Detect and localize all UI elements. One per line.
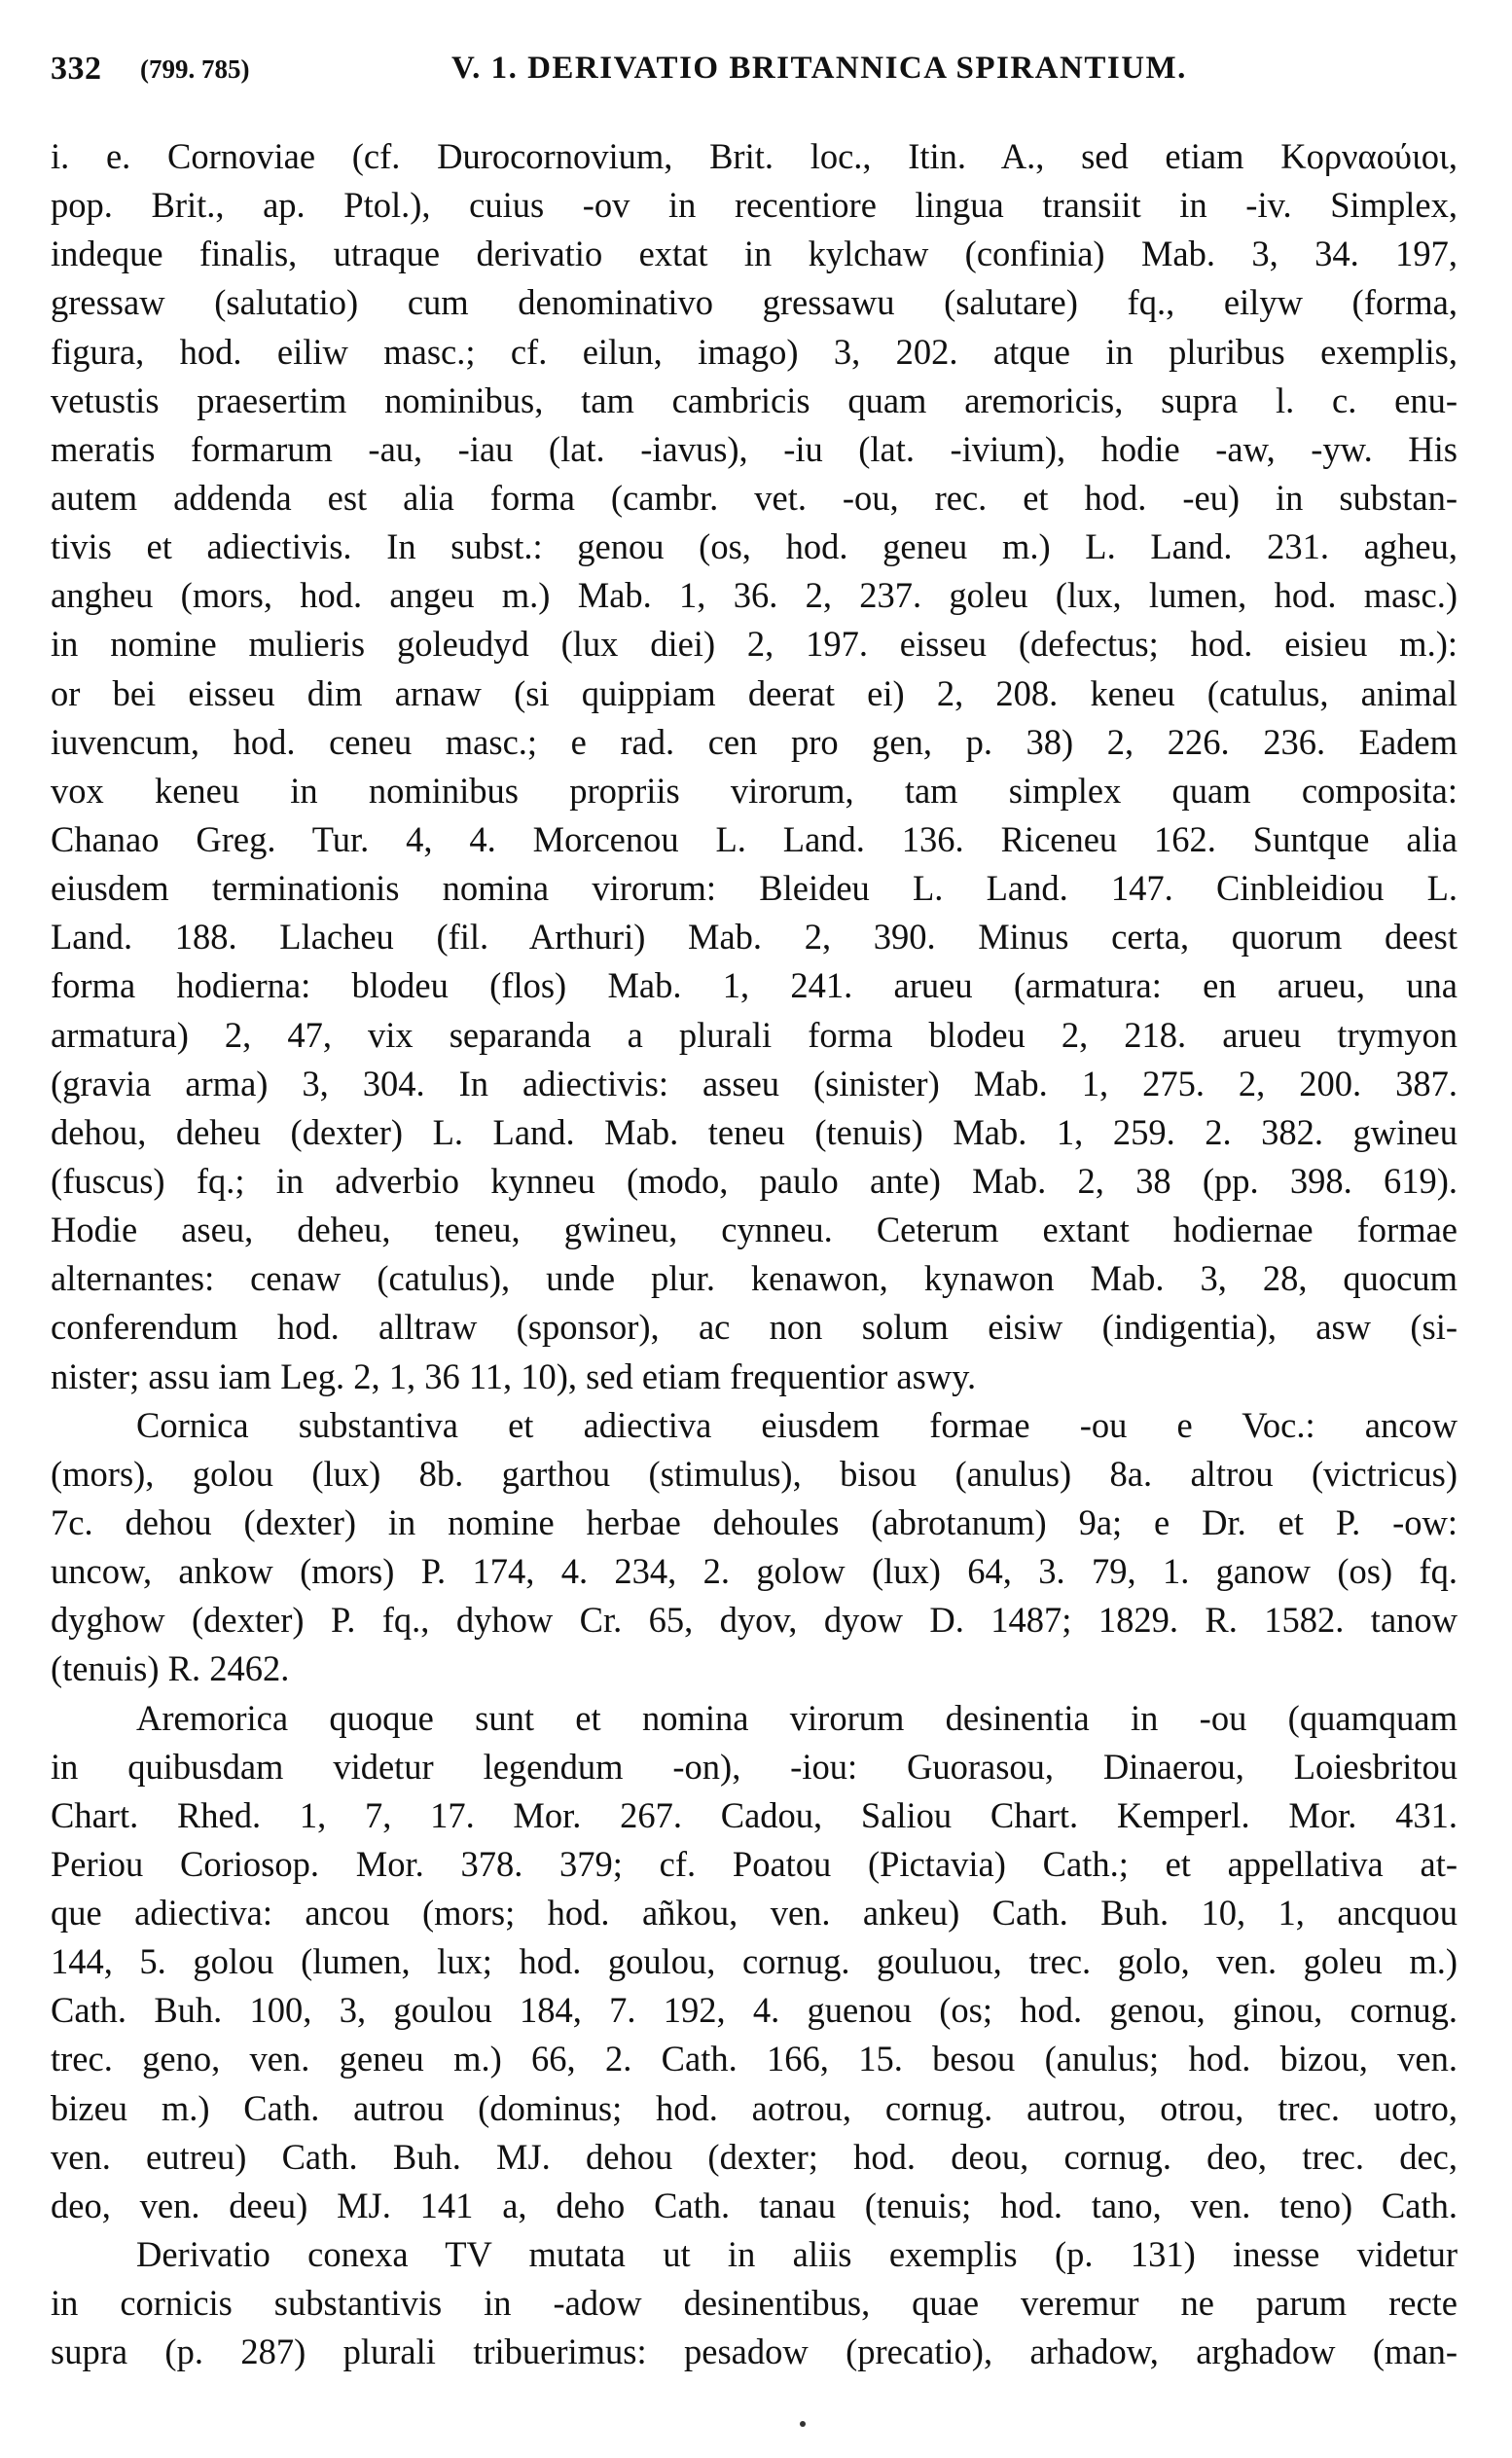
text-line: uncow, ankow (mors) P. 174, 4. 234, 2. golow (lux) 64, 3. 79, 1. ganow (os) fq. bbox=[51, 1551, 1458, 1592]
text-line: autem addenda est alia forma (cambr. vet. -ou, rec. et hod. -eu) in substan- bbox=[51, 477, 1458, 518]
text-line: alternantes: cenaw (catulus), unde plur. kenawon, kynawon Mab. 3, 28, quocum bbox=[51, 1258, 1458, 1299]
text-line: vox keneu in nominibus propriis virorum, tam simplex quam composita: bbox=[51, 770, 1458, 811]
text-line: eiusdem terminationis nomina virorum: Bleideu L. Land. 147. Cinbleidiou L. bbox=[51, 868, 1458, 909]
text-line: ven. eutreu) Cath. Buh. MJ. dehou (dexter; hod. deou, cornug. deo, trec. dec, bbox=[51, 2136, 1458, 2177]
text-line: trec. geno, ven. geneu m.) 66, 2. Cath. 166, 15. besou (anulus; hod. bizou, ven. bbox=[51, 2039, 1458, 2079]
text-line: supra (p. 287) plurali tribuerimus: pesadow (precatio), arhadow, arghadow (man- bbox=[51, 2331, 1458, 2372]
text-line: Chart. Rhed. 1, 7, 17. Mor. 267. Cadou, Saliou Chart. Kemperl. Mor. 431. bbox=[51, 1794, 1458, 1835]
text-line: gressaw (salutatio) cum denominativo gressawu (salutare) fq., eilyw (forma, bbox=[51, 282, 1458, 323]
text-line: in quibusdam videtur legendum -on), -iou: Guorasou, Dinaerou, Loiesbritou bbox=[51, 1746, 1458, 1787]
page-number: 332 bbox=[51, 51, 102, 87]
text-line: vetustis praesertim nominibus, tam cambricis quam aremoricis, supra l. c. enu- bbox=[51, 380, 1458, 420]
running-header bbox=[51, 51, 1461, 90]
text-line: (tenuis) R. 2462. bbox=[51, 1648, 290, 1689]
text-line: pop. Brit., ap. Ptol.), cuius -ov in recentiore lingua transiit in -iv. Simplex, bbox=[51, 185, 1458, 226]
text-line: Hodie aseu, deheu, teneu, gwineu, cynneu. Ceterum extant hodiernae formae bbox=[51, 1210, 1458, 1250]
text-line: dyghow (dexter) P. fq., dyhow Cr. 65, dyov, dyow D. 1487; 1829. R. 1582. tanow bbox=[51, 1600, 1458, 1641]
text-line: 7c. dehou (dexter) in nomine herbae dehoules (abrotanum) 9a; e Dr. et P. -ow: bbox=[51, 1501, 1458, 1542]
text-line: i. e. Cornoviae (cf. Durocornovium, Brit. loc., Itin. A., sed etiam Κορναούιοι, bbox=[51, 136, 1458, 176]
text-line: in nomine mulieris goleudyd (lux diei) 2, 197. eisseu (defectus; hod. eisieu m.): bbox=[51, 624, 1458, 665]
text-line: meratis formarum -au, -iau (lat. -iavus), -iu (lat. -ivium), hodie -aw, -yw. His bbox=[51, 428, 1458, 469]
text-line: 144, 5. golou (lumen, lux; hod. goulou, cornug. gouluou, trec. golo, ven. goleu m.) bbox=[51, 1941, 1458, 1982]
text-line: Cath. Buh. 100, 3, goulou 184, 7. 192, 4. guenou (os; hod. genou, ginou, cornug. bbox=[51, 1990, 1458, 2031]
text-line: armatura) 2, 47, vix separanda a plurali forma blodeu 2, 218. arueu trymyon bbox=[51, 1014, 1458, 1055]
text-line: angheu (mors, hod. angeu m.) Mab. 1, 36. 2, 237. goleu (lux, lumen, hod. masc.) bbox=[51, 575, 1458, 616]
paragraph-start-line: Cornica substantiva et adiectiva eiusdem formae -ou e Voc.: ancow bbox=[136, 1404, 1458, 1445]
text-line: (mors), golou (lux) 8b. garthou (stimulus), bisou (anulus) 8a. altrou (victricus) bbox=[51, 1453, 1458, 1494]
text-line: iuvencum, hod. ceneu masc.; e rad. cen pro gen, p. 38) 2, 226. 236. Eadem bbox=[51, 721, 1458, 762]
text-line: or bei eisseu dim arnaw (si quippiam deerat ei) 2, 208. keneu (catulus, animal bbox=[51, 672, 1458, 713]
text-line: deo, ven. deeu) MJ. 141 a, deho Cath. tanau (tenuis; hod. tano, ven. teno) Cath. bbox=[51, 2185, 1458, 2225]
text-line: Periou Coriosop. Mor. 378. 379; cf. Poatou (Pictavia) Cath.; et appellativa at- bbox=[51, 1843, 1458, 1884]
text-line: tivis et adiectivis. In subst.: genou (os, hod. geneu m.) L. Land. 231. agheu, bbox=[51, 526, 1458, 567]
text-line: indeque finalis, utraque derivatio extat in kylchaw (confinia) Mab. 3, 34. 197, bbox=[51, 234, 1458, 274]
text-line: in cornicis substantivis in -adow desinentibus, quae veremur ne parum recte bbox=[51, 2283, 1458, 2324]
text-body bbox=[51, 132, 1458, 2376]
text-line: (fuscus) fq.; in adverbio kynneu (modo, paulo ante) Mab. 2, 38 (pp. 398. 619). bbox=[51, 1160, 1458, 1201]
text-line: Land. 188. Llacheu (fil. Arthuri) Mab. 2, 390. Minus certa, quorum deest bbox=[51, 917, 1458, 958]
running-title: V. 1. DERIVATIO BRITANNICA SPIRANTIUM. bbox=[451, 51, 1187, 86]
text-line: forma hodierna: blodeu (flos) Mab. 1, 241. arueu (armatura: en arueu, una bbox=[51, 965, 1458, 1006]
paragraph-start-line: Derivatio conexa TV mutata ut in aliis exemplis (p. 131) inesse videtur bbox=[136, 2234, 1458, 2275]
text-line: (gravia arma) 3, 304. In adiectivis: asseu (sinister) Mab. 1, 275. 2, 200. 387. bbox=[51, 1063, 1458, 1103]
print-mark-dot bbox=[800, 2421, 806, 2427]
text-line: conferendum hod. alltraw (sponsor), ac non solum eisiw (indigentia), asw (si- bbox=[51, 1307, 1458, 1348]
text-line: bizeu m.) Cath. autrou (dominus; hod. aotrou, cornug. autrou, otrou, trec. uotro, bbox=[51, 2087, 1458, 2128]
paragraph-start-line: Aremorica quoque sunt et nomina virorum desinentia in -ou (quamquam bbox=[136, 1697, 1458, 1738]
text-line: Chanao Greg. Tur. 4, 4. Morcenou L. Land. 136. Riceneu 162. Suntque alia bbox=[51, 818, 1458, 859]
text-line: nister; assu iam Leg. 2, 1, 36 11, 10), sed etiam frequentior aswy. bbox=[51, 1356, 977, 1396]
text-line: figura, hod. eiliw masc.; cf. eilun, imago) 3, 202. atque in pluribus exemplis, bbox=[51, 331, 1458, 372]
text-line: que adiectiva: ancou (mors; hod. añkou, ven. ankeu) Cath. Buh. 10, 1, ancquou bbox=[51, 1893, 1458, 1934]
page-reference: (799. 785) bbox=[140, 54, 250, 84]
text-line: dehou, deheu (dexter) L. Land. Mab. teneu (tenuis) Mab. 1, 259. 2. 382. gwineu bbox=[51, 1111, 1458, 1152]
